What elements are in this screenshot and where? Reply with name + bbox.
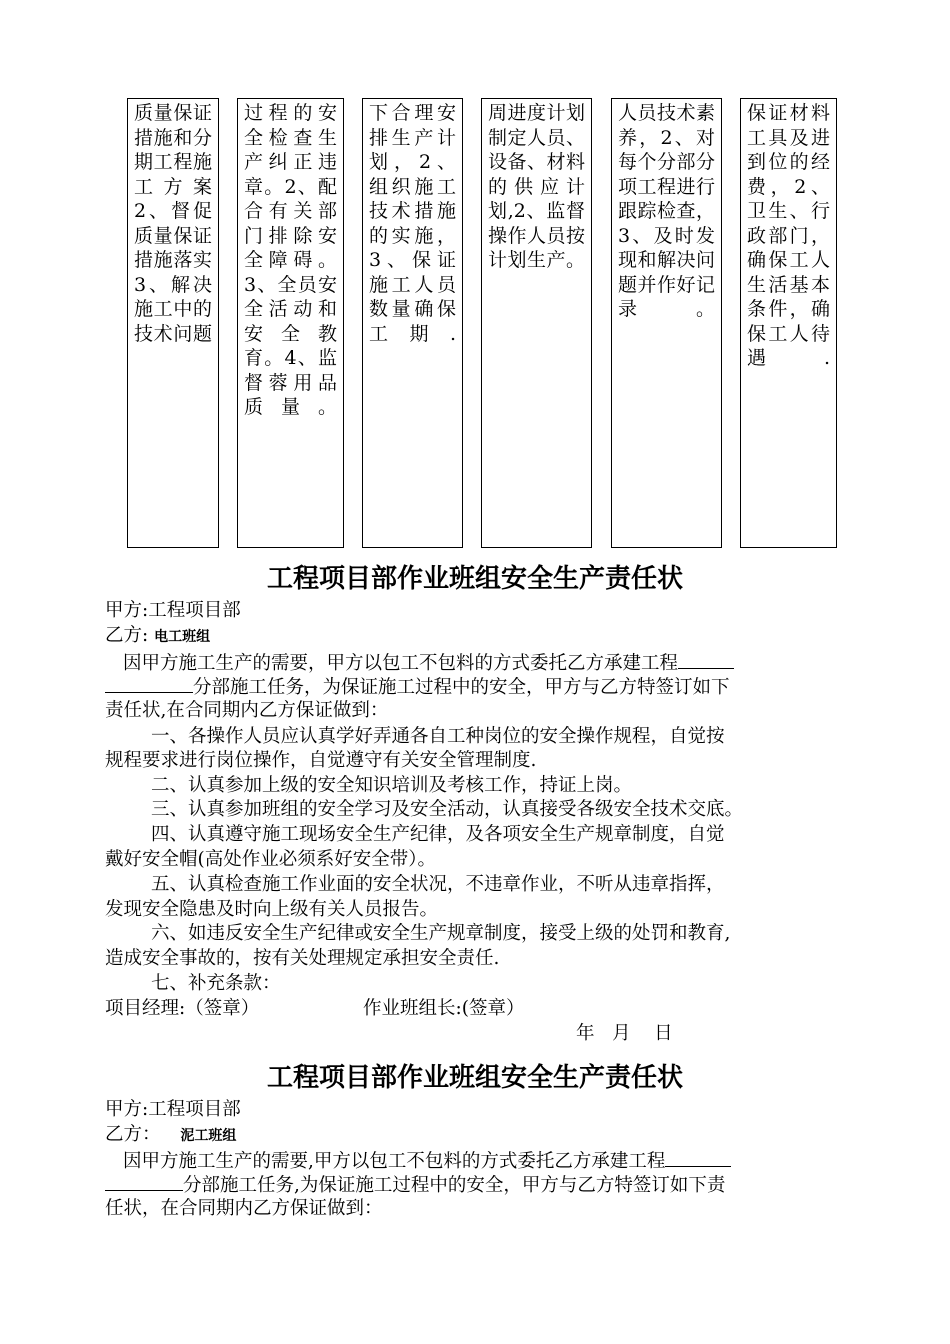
- section-title: 工程项目部作业班组安全生产责任状: [266, 564, 683, 594]
- sign-project-manager: 项目经理:（签章）: [105, 998, 260, 1019]
- party-b-label: 乙方：: [105, 1124, 161, 1145]
- item-2: 二、认真参加上级的安全知识培训及考核工作，持证上岗。: [151, 775, 633, 796]
- party-b-value: 电工班组: [154, 629, 211, 645]
- party-b: [105, 624, 857, 649]
- item-4-line-2: 戴好安全帽(高处作业必须系好安全带）。: [105, 849, 436, 870]
- blank-field: [678, 650, 734, 669]
- item-5-line-1: 五、认真检查施工作业面的安全状况，不违章作业，不听从违章指挥，: [151, 874, 725, 895]
- duty-column-3: 下合理安排生产计划，2、组织施工技术措施的实施，3、保证施工人员数量确保工期.: [362, 98, 463, 548]
- intro-line-1: [105, 1148, 857, 1174]
- item-3: 三、认真参加班组的安全学习及安全活动，认真接受各级安全技术交底。: [151, 799, 744, 820]
- item-6-line-1: 六、如违反安全生产纪律或安全生产规章制度，接受上级的处罚和教育,: [151, 923, 731, 944]
- blank-field: [105, 1172, 183, 1191]
- party-b-label: 乙方:: [105, 625, 149, 646]
- signature-line: [105, 997, 857, 1021]
- duty-column-1: 质量保证措施和分期工程施工方案2、督促质量保证措施落实3、解决施工中的技术问题: [127, 98, 219, 548]
- intro-line-2: [105, 674, 857, 700]
- party-b: [105, 1123, 857, 1148]
- intro-text-2: 分部施工任务,为保证施工过程中的安全，甲方与乙方特签订如下责: [183, 1175, 726, 1196]
- intro-line-3: 责任状,在合同期内乙方保证做到：: [105, 700, 389, 721]
- section-title: 工程项目部作业班组安全生产责任状: [266, 1063, 683, 1093]
- date-line: 年 月 日: [576, 1023, 673, 1044]
- party-a: 甲方:工程项目部: [105, 1099, 241, 1120]
- blank-field: [105, 674, 193, 693]
- intro-text-1: 因甲方施工生产的需要，甲方以包工不包料的方式委托乙方承建工程: [123, 653, 679, 674]
- intro-line-1: [105, 650, 857, 676]
- duty-column-5: 人员技术素养，2、对每个分部分项工程进行跟踪检查，3、及时发现和解决问题并作好记录。: [611, 98, 722, 548]
- party-a: 甲方:工程项目部: [105, 600, 241, 621]
- sign-team-leader: 作业班组长:(签章）: [363, 998, 525, 1019]
- item-4-line-1: 四、认真遵守施工现场安全生产纪律，及各项安全生产规章制度，自觉: [151, 824, 725, 845]
- duty-column-4: 周进度计划制定人员、设备、材料的供应计划,2、监督操作人员按计划生产。: [481, 98, 592, 548]
- item-1-line-1: 一、各操作人员应认真学好弄通各自工种岗位的安全操作规程，自觉按: [151, 726, 725, 747]
- duty-column-6: 保证材料工具及进到位的经费，2、卫生、行政部门，确保工人生活基本条件，确保工人待遇.: [740, 98, 837, 548]
- intro-text-1: 因甲方施工生产的需要,甲方以包工不包料的方式委托乙方承建工程: [123, 1151, 666, 1172]
- item-6-line-2: 造成安全事故的，按有关处理规定承担安全责任.: [105, 948, 500, 969]
- item-1-line-2: 规程要求进行岗位操作，自觉遵守有关安全管理制度.: [105, 750, 537, 771]
- duty-column-2: 过程的安全检查生产纠正违章。2、配合有关部门排除安全障碍。3、全员安全活动和安全教育。4、监督蓉用品质量。: [237, 98, 344, 548]
- item-5-line-2: 发现安全隐患及时向上级有关人员报告。: [105, 899, 439, 920]
- intro-line-2: [105, 1172, 857, 1198]
- intro-line-3: 任状，在合同期内乙方保证做到：: [105, 1198, 383, 1219]
- intro-text-2: 分部施工任务，为保证施工过程中的安全，甲方与乙方特签订如下: [193, 677, 730, 698]
- party-b-value: 泥工班组: [180, 1128, 237, 1144]
- item-7: 七、补充条款：: [151, 973, 281, 994]
- blank-field: [665, 1148, 731, 1167]
